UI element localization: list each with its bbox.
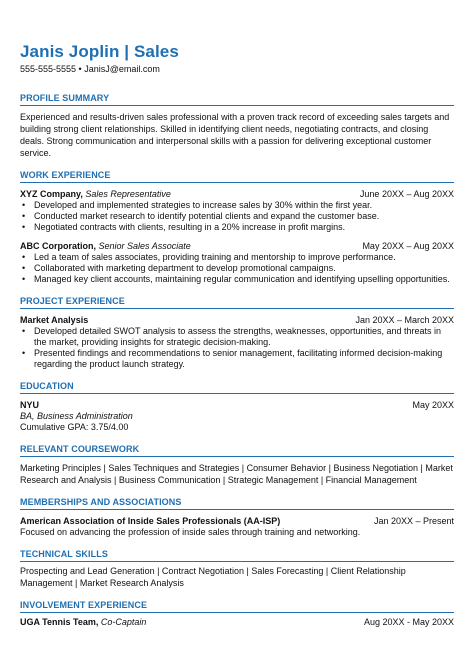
job-bullets [20,252,454,285]
bullet-icon: • [22,211,26,221]
involvement-role: Co-Captain [100,617,147,627]
project-dates: Jan 20XX – March 20XX [355,315,454,325]
section-title-coursework: RELEVANT COURSEWORK [20,443,454,457]
involvement-org: UGA Tennis Team, [20,617,99,627]
contact-line: 555-555-5555 • JanisJ@email.com [20,64,160,74]
section-title-projects: PROJECT EXPERIENCE [20,295,454,309]
bullet-text: Developed detailed SWOT analysis to assess the strengths, weaknesses, opportunities, and threats in the market, providing insights for strategic decision-making. [34,326,442,347]
job-header [20,240,454,252]
bullet-text: Negotiated contracts with clients, resulting in a 20% increase in profit margins. [34,222,346,232]
section-title-involvement: INVOLVEMENT EXPERIENCE [20,599,454,613]
coursework-text: Marketing Principles | Sales Techniques and Strategies | Consumer Behavior | Business Negotiation | Market Research and Analysis | Business Communication | Strategic Management | Financial Management [20,463,453,485]
bullet-text: Collaborated with marketing department to develop promotional campaigns. [34,263,336,273]
bullet-text: Developed and implemented strategies to increase sales by 30% within the first year. [34,200,373,210]
bullet-text: Conducted market research to identify potential clients and expand the customer base. [34,211,380,221]
graduation-date: May 20XX [412,400,454,410]
involvement-entry [20,616,454,628]
candidate-name: Janis Joplin | Sales [20,42,179,61]
section-title-skills: TECHNICAL SKILLS [20,548,454,562]
job-role: Sales Representative [85,189,171,199]
membership-entry [20,515,454,538]
project-bullets [20,326,454,370]
job-org-role [20,188,171,200]
bullet-icon: • [22,348,26,358]
list-item [20,263,454,274]
degree: BA, Business Administration [20,411,133,421]
list-item [20,211,454,222]
job-org: XYZ Company, [20,189,83,199]
project-entry [20,314,454,370]
skills-text: Prospecting and Lead Generation | Contract Negotiation | Sales Forecasting | Client Relationship Management | Market Research Analysis [20,566,406,588]
list-item [20,222,454,233]
list-item [20,200,454,211]
job-header [20,188,454,200]
section-title-profile: PROFILE SUMMARY [20,92,454,106]
list-item [20,274,454,285]
job-org: ABC Corporation, [20,241,96,251]
job-entry [20,240,454,285]
project-header [20,314,454,326]
involvement-header [20,616,454,628]
job-org-role [20,240,191,252]
gpa: Cumulative GPA: 3.75/4.00 [20,422,129,432]
bullet-text: Led a team of sales associates, providing training and mentorship to improve performance. [34,252,396,262]
bullet-text: Managed key client accounts, maintaining regular communication and identifying upselling opportunities. [34,274,450,284]
section-title-work: WORK EXPERIENCE [20,169,454,183]
education-entry [20,399,454,433]
bullet-icon: • [22,263,26,273]
membership-header [20,515,454,527]
section-title-education: EDUCATION [20,380,454,394]
job-entry [20,188,454,233]
job-dates: June 20XX – Aug 20XX [359,189,454,199]
job-dates: May 20XX – Aug 20XX [362,241,454,251]
membership-dates: Jan 20XX – Present [373,516,454,526]
membership-org: American Association of Inside Sales Professionals (AA-ISP) [20,516,281,526]
involvement-org-role [20,616,146,628]
education-header [20,399,454,411]
section-title-memberships: MEMBERSHIPS AND ASSOCIATIONS [20,496,454,510]
list-item [20,348,454,370]
job-bullets [20,200,454,233]
job-role: Senior Sales Associate [98,241,191,251]
list-item [20,252,454,263]
resume-content [20,42,454,628]
membership-text: Focused on advancing the profession of inside sales through training and networking. [20,527,361,537]
profile-summary-text: Experienced and results-driven sales professional with a proven track record of exceeding sales targets and building strong client relationships. Skilled in identifying client needs, negotiating contracts, and closing deals. Strong communication and interpersonal skills with a passion for delivering exceptional customer service. [20,112,450,158]
bullet-icon: • [22,200,26,210]
list-item [20,326,454,348]
school-name: NYU [20,400,40,410]
bullet-text: Presented findings and recommendations to senior management, facilitating informed decision-making regarding the product launch strategy. [34,348,443,369]
bullet-icon: • [22,274,26,284]
project-name: Market Analysis [20,315,89,325]
bullet-icon: • [22,326,26,336]
involvement-dates: Aug 20XX - May 20XX [363,617,454,627]
bullet-icon: • [22,252,26,262]
bullet-icon: • [22,222,26,232]
